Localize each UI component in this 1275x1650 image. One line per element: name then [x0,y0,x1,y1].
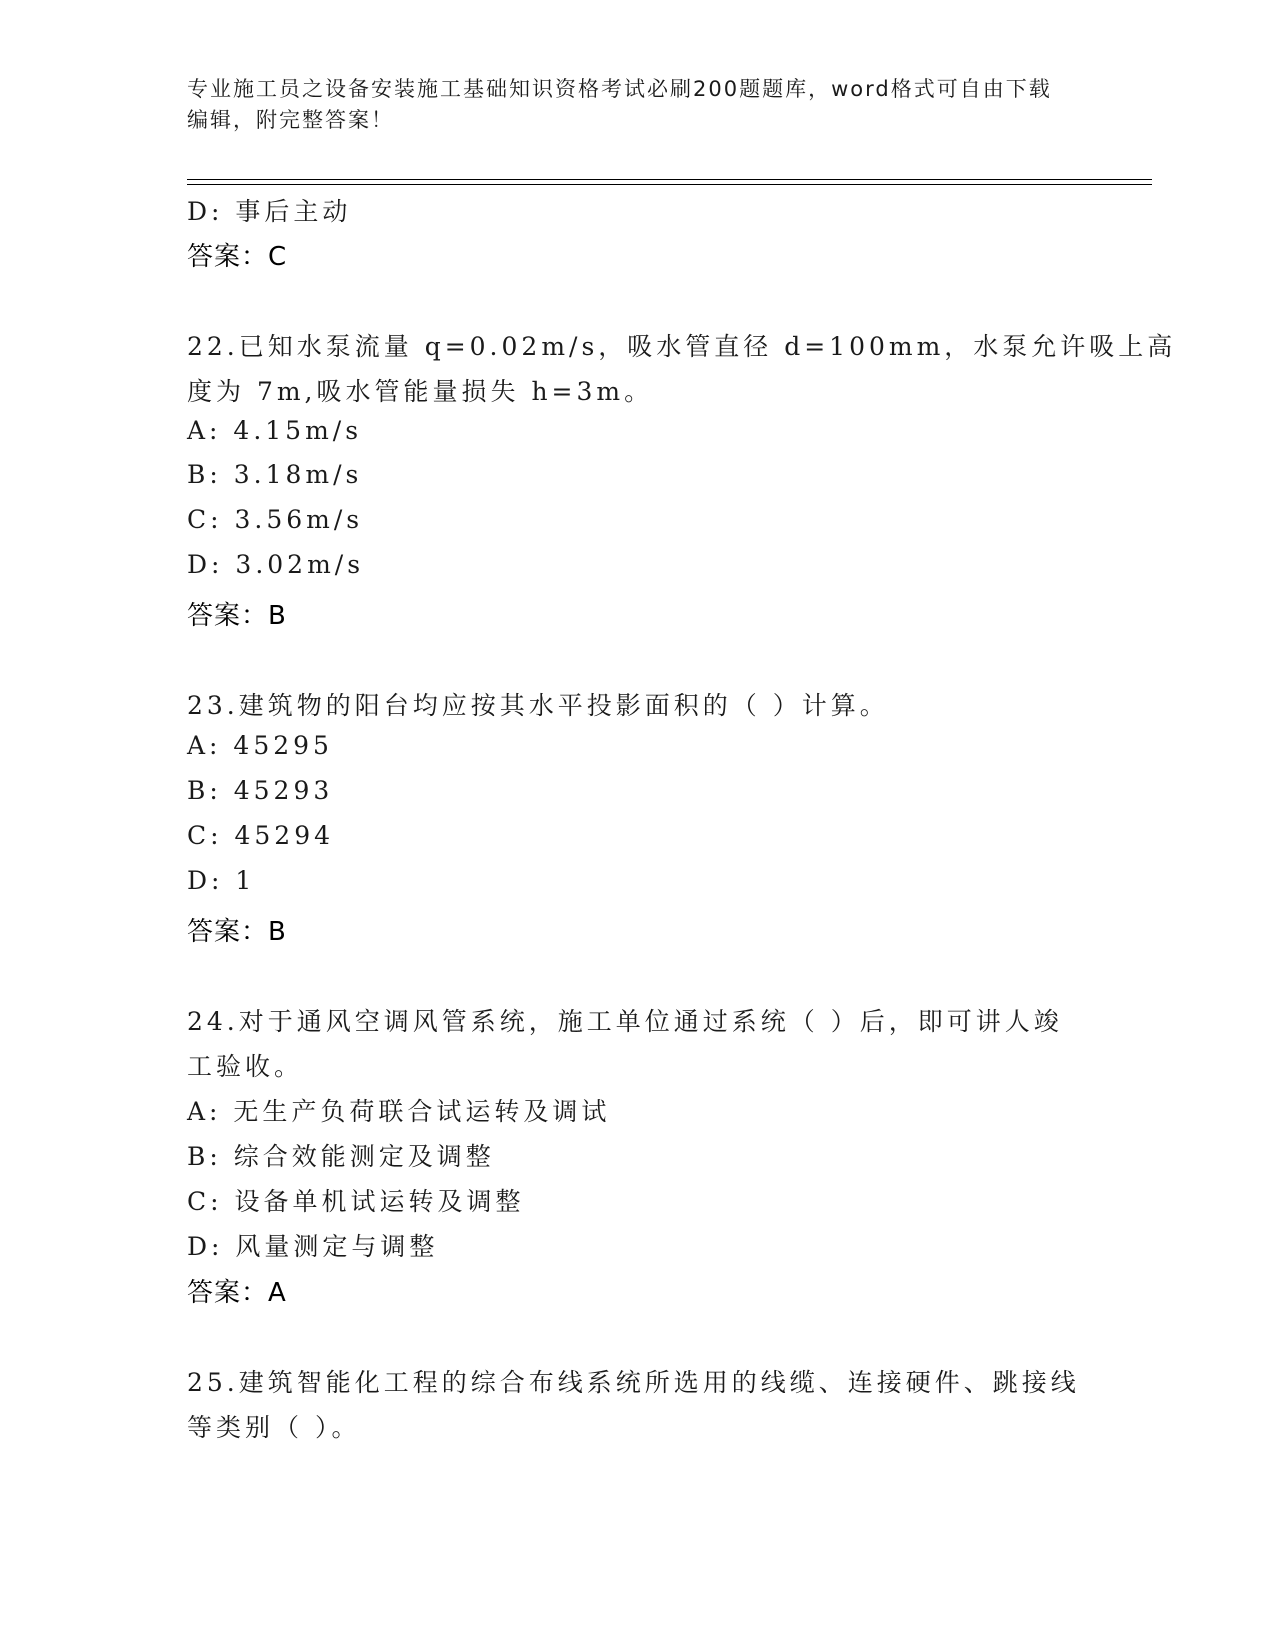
q25-text-line2: 等类别（ ）。 [187,1413,361,1442]
q24-answer: 答案：A [187,1278,287,1308]
q22-option-a: A: 4.15m/s [187,416,363,445]
q24-option-c: C: 设备单机试运转及调整 [187,1187,525,1216]
prev-option-d: D: 事后主动 [187,197,352,226]
q23-option-d: D: 1 [187,866,256,895]
q24-option-b: B: 综合效能测定及调整 [187,1142,495,1171]
q23-option-c: C: 45294 [187,821,335,850]
q22-option-d: D: 3.02m/s [187,550,365,579]
header-rule-bottom [187,184,1152,185]
q23-option-a: A: 45295 [187,731,333,760]
q22-option-c: C: 3.56m/s [187,505,364,534]
q24-text-line1: 24.对于通风空调风管系统，施工单位通过系统（ ）后，即可讲人竣 [187,1007,1063,1036]
q23-option-b: B: 45293 [187,776,334,805]
q22-text-line2: 度为 7m,吸水管能量损失 h=3m。 [187,377,654,406]
header-rule-top [187,179,1152,180]
q24-option-a: A: 无生产负荷联合试运转及调试 [187,1097,611,1126]
q25-text-line1: 25.建筑智能化工程的综合布线系统所选用的线缆、连接硬件、跳接线 [187,1368,1080,1397]
document-header: 专业施工员之设备安装施工基础知识资格考试必刷200题题库，word格式可自由下载编辑，附完整答案！ [187,77,1052,132]
q23-answer: 答案：B [187,917,287,947]
q22-answer: 答案：B [187,601,287,631]
q24-option-d: D: 风量测定与调整 [187,1232,439,1261]
q24-text-line2: 工验收。 [187,1052,304,1081]
q22-option-b: B: 3.18m/s [187,460,363,489]
prev-answer: 答案：C [187,242,288,272]
q23-text-line1: 23.建筑物的阳台均应按其水平投影面积的（ ）计算。 [187,691,889,720]
q22-text-line1: 22.已知水泵流量 q=0.02m/s，吸水管直径 d=100mm，水泵允许吸上高 [187,332,1177,361]
